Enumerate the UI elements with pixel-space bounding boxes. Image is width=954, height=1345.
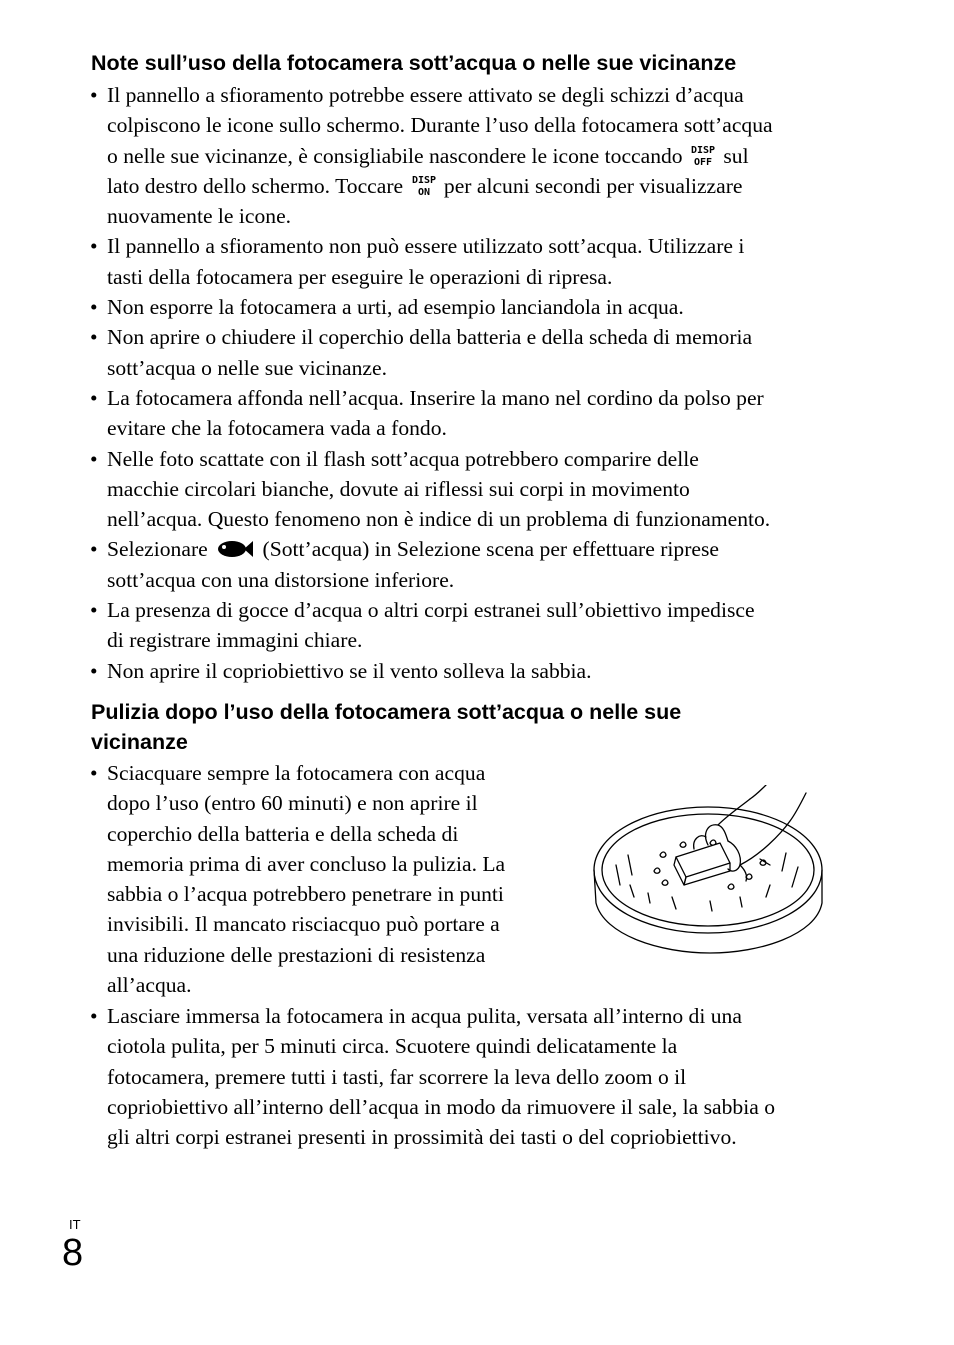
- section-heading-cleaning: [91, 697, 811, 757]
- list-item: [0, 322, 847, 383]
- text-line: una riduzione delle prestazioni di resistenza: [107, 942, 486, 967]
- cleaning-list-part2: [0, 1001, 847, 1152]
- text-line: memoria prima di aver concluso la pulizia. La: [107, 851, 506, 876]
- svg-text:DISP: DISP: [690, 144, 716, 156]
- text-line: • Lasciare immersa la fotocamera in acqua pulita, versata all’interno di una: [107, 1004, 742, 1028]
- text-line: gli altri corpi estranei presenti in prossimità dei tasti o del copriobiettivo.: [107, 1125, 737, 1150]
- text-line: invisibili. Il mancato risciacquo può portare a: [107, 912, 500, 937]
- text-line: sott’acqua o nelle sue vicinanze.: [107, 355, 388, 380]
- text-fragment: Selezionare: [107, 537, 208, 562]
- text-line: nell’acqua. Questo fenomeno non è indice di un problema di funzionamento.: [107, 507, 771, 532]
- heading-line: vicinanze: [91, 730, 188, 754]
- text-line: [107, 171, 847, 201]
- text-line: macchie circolari bianche, dovute ai riflessi sui corpi in movimento: [107, 476, 690, 501]
- fish-underwater-icon: [215, 537, 255, 561]
- text-line: tasti della fotocamera per eseguire le operazioni di ripresa.: [107, 264, 613, 289]
- list-item: [0, 383, 847, 444]
- text-fragment: lato destro dello schermo. Toccare: [107, 173, 404, 198]
- text-line: • Il pannello a sfioramento potrebbe essere attivato se degli schizzi d’acqua: [107, 83, 744, 107]
- list-item: [0, 1001, 847, 1152]
- svg-text:OFF: OFF: [693, 156, 713, 168]
- list-item: [0, 595, 847, 656]
- text-line: sabbia o l’acqua potrebbero penetrare in punti: [107, 882, 504, 907]
- list-item: [0, 231, 847, 292]
- text-line: evitare che la fotocamera vada a fondo.: [107, 416, 447, 441]
- page-number: 8: [62, 1232, 84, 1274]
- heading-line: Pulizia dopo l’uso della fotocamera sott’acqua o nelle sue: [91, 700, 682, 724]
- text-line: [107, 534, 847, 564]
- text-line: colpiscono le icone sullo schermo. Durante l’uso della fotocamera sott’acqua: [107, 113, 773, 138]
- text-fragment: per alcuni secondi per visualizzare: [443, 173, 743, 198]
- text-fragment: sul: [723, 143, 749, 168]
- text-line: • La presenza di gocce d’acqua o altri corpi estranei sull’obiettivo impedisce: [107, 598, 755, 623]
- list-item: [0, 444, 847, 535]
- list-item: [0, 656, 847, 686]
- text-fragment: (Sott’acqua) in Selezione scena per effettuare riprese: [262, 537, 719, 562]
- text-line: • Nelle foto scattate con il flash sott’acqua potrebbero comparire delle: [107, 446, 699, 471]
- text-line: copriobiettivo all’interno dell’acqua in modo da rimuovere il sale, la sabbia o: [107, 1094, 775, 1119]
- text-line: • Non aprire il copriobiettivo se il vento solleva la sabbia.: [107, 658, 592, 683]
- camera-rinsing-in-bowl-illustration: [590, 785, 830, 957]
- list-item: [0, 80, 847, 231]
- list-item: [0, 534, 847, 595]
- text-line: ciotola pulita, per 5 minuti circa. Scuotere quindi delicatamente la: [107, 1034, 678, 1059]
- disp-on-icon: [411, 172, 437, 198]
- text-line: fotocamera, premere tutti i tasti, far scorrere la leva dello zoom o il: [107, 1064, 687, 1089]
- svg-text:ON: ON: [417, 186, 430, 198]
- cleaning-list-part1: [0, 758, 557, 1000]
- section-heading-underwater-notes: Note sull’uso della fotocamera sott’acqua o nelle sue vicinanze: [91, 51, 737, 75]
- text-line: • La fotocamera affonda nell’acqua. Inserire la mano nel cordino da polso per: [107, 385, 764, 410]
- text-line: nuovamente le icone.: [107, 204, 292, 229]
- text-line: • Non esporre la fotocamera a urti, ad esempio lanciandola in acqua.: [107, 295, 684, 320]
- language-code: IT: [69, 1217, 81, 1232]
- text-line: • Non aprire o chiudere il coperchio della batteria e della scheda di memoria: [107, 325, 753, 350]
- svg-text:DISP: DISP: [411, 174, 436, 186]
- text-line: • Il pannello a sfioramento non può essere utilizzato sott’acqua. Utilizzare i: [107, 234, 745, 259]
- list-item: [0, 758, 557, 1000]
- text-fragment: o nelle sue vicinanze, è consigliabile nascondere le icone toccando: [107, 143, 683, 168]
- text-line: sott’acqua con una distorsione inferiore.: [107, 567, 455, 592]
- text-line: • Sciacquare sempre la fotocamera con acqua: [107, 761, 486, 785]
- list-item: [0, 292, 847, 322]
- underwater-notes-list: [0, 80, 847, 686]
- text-line: [107, 141, 847, 171]
- text-line: dopo l’uso (entro 60 minuti) e non aprire il: [107, 791, 478, 816]
- text-line: di registrare immagini chiare.: [107, 628, 363, 653]
- text-line: coperchio della batteria e della scheda di: [107, 821, 459, 846]
- disp-off-icon: [690, 142, 716, 168]
- text-line: all’acqua.: [107, 973, 192, 998]
